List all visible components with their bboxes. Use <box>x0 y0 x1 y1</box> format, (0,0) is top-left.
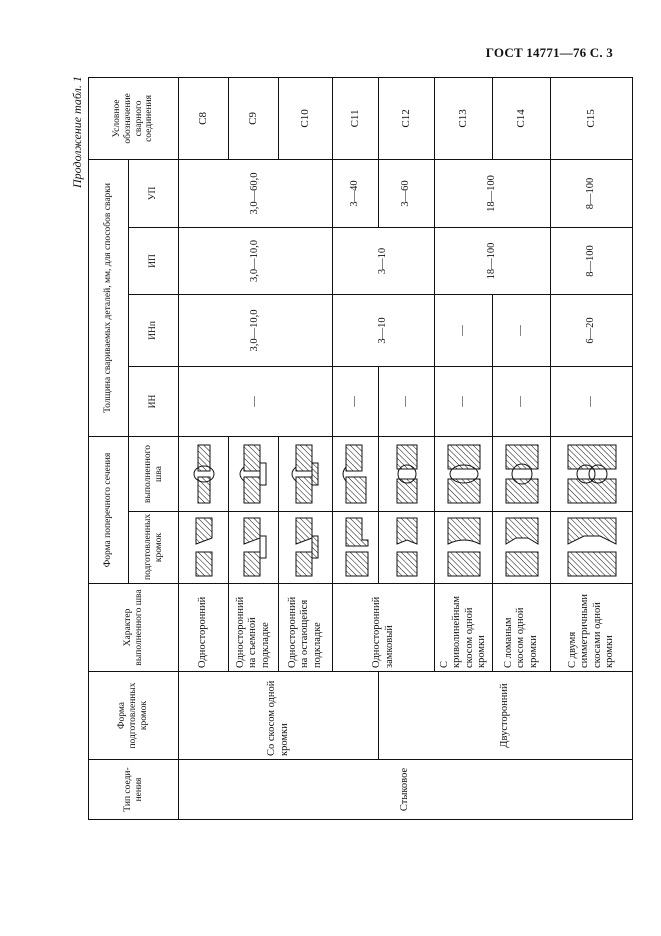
seam-c11 <box>333 436 379 511</box>
c11-up: 3—40 <box>333 159 379 227</box>
prep-c9 <box>229 512 279 584</box>
completed-seam-sketch <box>444 441 484 507</box>
c8-c10-inp: 3,0—10,0 <box>179 294 333 366</box>
edge-form-two-sym: С двумя симметричными скосами одной кромки <box>551 584 633 672</box>
c13-inp: — <box>435 294 493 366</box>
prep-c15 <box>551 512 633 584</box>
prep-c14 <box>493 512 551 584</box>
header-seam-character: Характер выполненного шва <box>89 584 179 672</box>
prep-c13 <box>435 512 493 584</box>
table-frame <box>70 76 623 820</box>
seam-one-side-removable: Односторонний на съемной подкладке <box>229 584 279 672</box>
completed-seam-sketch <box>288 441 324 507</box>
seam-two-side-cell <box>379 672 633 760</box>
header-completed-seam: выполненного шва <box>129 436 179 511</box>
c11-c12-inp: 3—10 <box>333 294 435 366</box>
prep-c10 <box>279 512 333 584</box>
completed-seam-sketch <box>564 441 620 507</box>
c15-ip: 8—100 <box>551 227 633 294</box>
completed-seam-sketch <box>338 441 374 507</box>
header-designation: Условное обозначение сварного соединения <box>89 77 179 159</box>
header-up: УП <box>129 159 179 227</box>
designation-c12: С12 <box>379 77 435 159</box>
header-in: ИН <box>129 366 179 436</box>
prep-c8 <box>179 512 229 584</box>
rotated-table-container <box>88 78 623 820</box>
joint-type-cell <box>179 760 633 820</box>
c12-in: — <box>379 366 435 436</box>
c13-c14-ip: 18—100 <box>435 227 551 294</box>
prepared-edges-sketch <box>444 514 484 580</box>
continuation-label: Продолжение табл. 1 <box>70 76 84 188</box>
c8-c10-in: — <box>179 366 333 436</box>
c8-c10-ip: 3,0—10,0 <box>179 227 333 294</box>
designation-c9: С9 <box>229 77 279 159</box>
edge-form-one-edge: Со скосом одной кромки <box>179 672 379 760</box>
designation-c14: С14 <box>493 77 551 159</box>
designation-c11: С11 <box>333 77 379 159</box>
c8-c10-up: 3,0—60,0 <box>179 159 333 227</box>
c15-inp: 6—20 <box>551 294 633 366</box>
seam-c9 <box>229 436 279 511</box>
completed-seam-sketch <box>389 441 425 507</box>
prepared-edges-sketch <box>502 514 542 580</box>
prep-c12 <box>379 512 435 584</box>
c13-c14-up: 18—100 <box>435 159 551 227</box>
header-prepared-edges: подготовленных кромок <box>129 512 179 584</box>
c11-c12-ip: 3—10 <box>333 227 435 294</box>
prepared-edges-sketch <box>236 514 272 580</box>
c11-in: — <box>333 366 379 436</box>
c14-in: — <box>493 366 551 436</box>
seam-c13 <box>435 436 493 511</box>
prepared-edges-sketch <box>338 514 374 580</box>
seam-c14 <box>493 436 551 511</box>
seam-one-side-lock: Односторонний замковый <box>333 584 435 672</box>
completed-seam-sketch <box>186 441 222 507</box>
seam-one-side-remaining: Односторонний на остающейся подкладке <box>279 584 333 672</box>
seam-c8 <box>179 436 229 511</box>
completed-seam-sketch <box>502 441 542 507</box>
designation-c8: С8 <box>179 77 229 159</box>
seam-two-side: Двусторонний <box>499 683 511 748</box>
c14-inp: — <box>493 294 551 366</box>
weld-joint-table <box>88 77 633 820</box>
header-ip: ИП <box>129 227 179 294</box>
seam-c10 <box>279 436 333 511</box>
c13-in: — <box>435 366 493 436</box>
header-joint-type: Тип соеди- нения <box>89 760 179 820</box>
header-cross-section: Форма поперечного сечения <box>89 436 129 583</box>
prep-c11 <box>333 512 379 584</box>
joint-type-value: Стыковое <box>399 767 411 812</box>
header-thickness: Толщина свариваемых деталей, мм, для способов сварки <box>89 159 129 436</box>
prepared-edges-sketch <box>288 514 324 580</box>
seam-one-side: Односторонний <box>179 584 229 672</box>
c12-up: 3—60 <box>379 159 435 227</box>
edge-form-curved: С криволинейным скосом одной кромки <box>435 584 493 672</box>
header-inp: ИНп <box>129 294 179 366</box>
prepared-edges-sketch <box>389 514 425 580</box>
seam-c12 <box>379 436 435 511</box>
seam-c15 <box>551 436 633 511</box>
prepared-edges-sketch <box>564 514 620 580</box>
designation-c15: С15 <box>551 77 633 159</box>
c15-up: 8—100 <box>551 159 633 227</box>
designation-c13: С13 <box>435 77 493 159</box>
prepared-edges-sketch <box>186 514 222 580</box>
c15-in: — <box>551 366 633 436</box>
header-edge-form: Форма подготовленных кромок <box>89 672 179 760</box>
edge-form-broken: С ломаным скосом одной кромки <box>493 584 551 672</box>
page-header: ГОСТ 14771—76 С. 3 <box>485 45 613 60</box>
completed-seam-sketch <box>236 441 272 507</box>
designation-c10: С10 <box>279 77 333 159</box>
